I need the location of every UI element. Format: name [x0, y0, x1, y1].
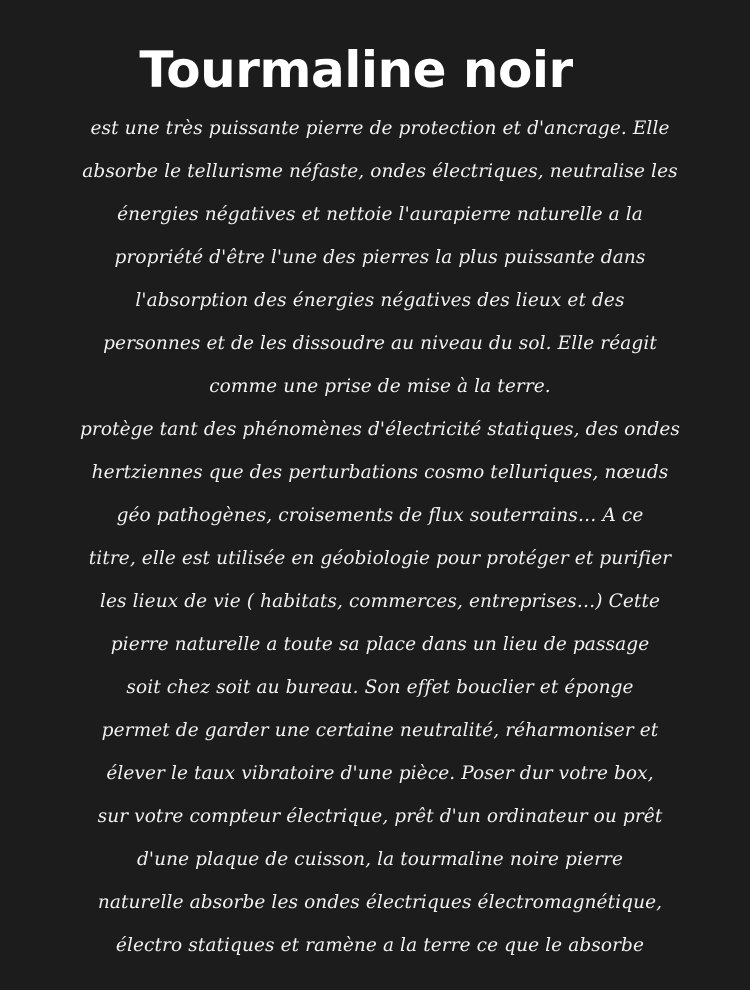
page-title: Tourmaline noir	[139, 41, 573, 99]
text-line: absorbe le tellurisme néfaste, ondes électriques, neutralise les	[82, 161, 678, 182]
text-line: élever le taux vibratoire d'une pièce. Poser dur votre box,	[106, 763, 654, 784]
text-line: hertziennes que des perturbations cosmo telluriques, nœuds	[91, 462, 669, 483]
text-line: pierre naturelle a toute sa place dans un lieu de passage	[110, 634, 650, 655]
text-line: personnes et de les dissoudre au niveau du sol. Elle réagit	[103, 333, 657, 354]
text-line: soit chez soit au bureau. Son effet bouclier et éponge	[126, 677, 634, 698]
text-line: d'une plaque de cuisson, la tourmaline noire pierre	[136, 849, 624, 870]
description-text	[60, 107, 700, 967]
text-line: l'absorption des énergies négatives des lieux et des	[135, 290, 625, 311]
text-line: énergies négatives et nettoie l'aurapierre naturelle a la	[117, 204, 643, 225]
text-line: comme une prise de mise à la terre.	[209, 376, 551, 397]
text-line: les lieux de vie ( habitats, commerces, entreprises…) Cette	[99, 591, 661, 612]
text-line: protège tant des phénomènes d'électricité statiques, des ondes	[79, 419, 681, 440]
text-line: est une très puissante pierre de protection et d'ancrage. Elle	[90, 118, 670, 139]
text-line: propriété d'être l'une des pierres la plus puissante dans	[114, 247, 646, 268]
text-line: géo pathogènes, croisements de flux souterrains… A ce	[116, 505, 644, 526]
text-line: permet de garder une certaine neutralité, réharmoniser et	[101, 720, 659, 741]
text-line: naturelle absorbe les ondes électriques électromagnétique,	[97, 892, 663, 913]
text-line: électro statiques et ramène a la terre ce que le absorbe	[115, 935, 645, 956]
text-line: sur votre compteur électrique, prêt d'un ordinateur ou prêt	[97, 806, 663, 827]
text-line: titre, elle est utilisée en géobiologie pour protéger et purifier	[88, 548, 672, 569]
